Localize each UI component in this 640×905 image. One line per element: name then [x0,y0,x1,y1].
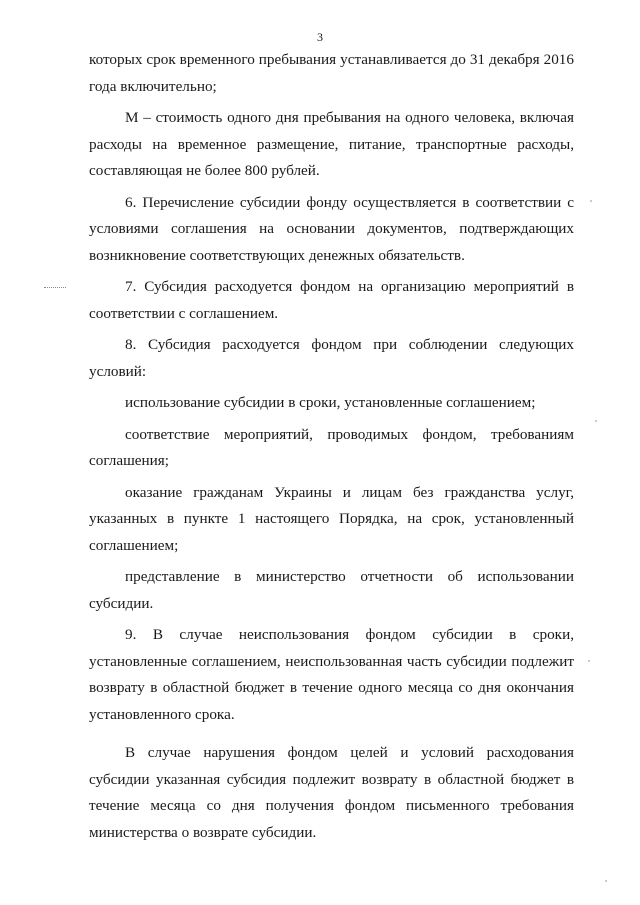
condition-item: представление в министерство отчетности об использовании субсидии. [89,568,574,612]
page-number: 3 [317,30,323,44]
condition-item: соответствие мероприятий, проводимых фондом, требованиям соглашения; [89,425,574,469]
paragraph-item-9: 9. В случае неиспользования фондом субсидии в сроки, установленные соглашением, неиспользованная часть субсидии подлежит возврату в областной бюджет в течение одного месяца со дня окончания установленного срока. [89,626,574,723]
paragraph-item-6: 6. Перечисление субсидии фонду осуществляется в соответствии с условиями соглашения на основании документов, подтверждающих возникновение соответствующих денежных обязательств. [89,193,574,264]
scan-speck [605,880,607,882]
condition-item: использование субсидии в сроки, установленные соглашением; [125,394,536,411]
document-body [89,47,574,846]
paragraph-continuation: которых срок временного пребывания устанавливается до 31 декабря 2016 года включительно; [89,51,574,95]
margin-mark [44,287,66,289]
paragraph-m-definition: М – стоимость одного дня пребывания на одного человека, включая расходы на временное размещение, питание, транспортные расходы, составляющая не более 800 рублей. [89,109,574,179]
paragraph-item-7: 7. Субсидия расходуется фондом на организацию мероприятий в соответствии с соглашением. [89,278,574,322]
scan-speck [588,660,590,662]
scan-speck [595,420,597,422]
paragraph-item-8: 8. Субсидия расходуется фондом при соблюдении следующих условий: [89,336,574,380]
condition-item: оказание гражданам Украины и лицам без гражданства услуг, указанных в пункте 1 настоящего Порядка, на срок, установленный соглашением; [89,483,574,554]
paragraph-violation: В случае нарушения фондом целей и условий расходования субсидии указанная субсидия подлежит возврату в областной бюджет в течение месяца со дня получения фондом письменного требования министерства о возврате субсидии. [89,744,574,841]
scan-speck [590,200,592,202]
